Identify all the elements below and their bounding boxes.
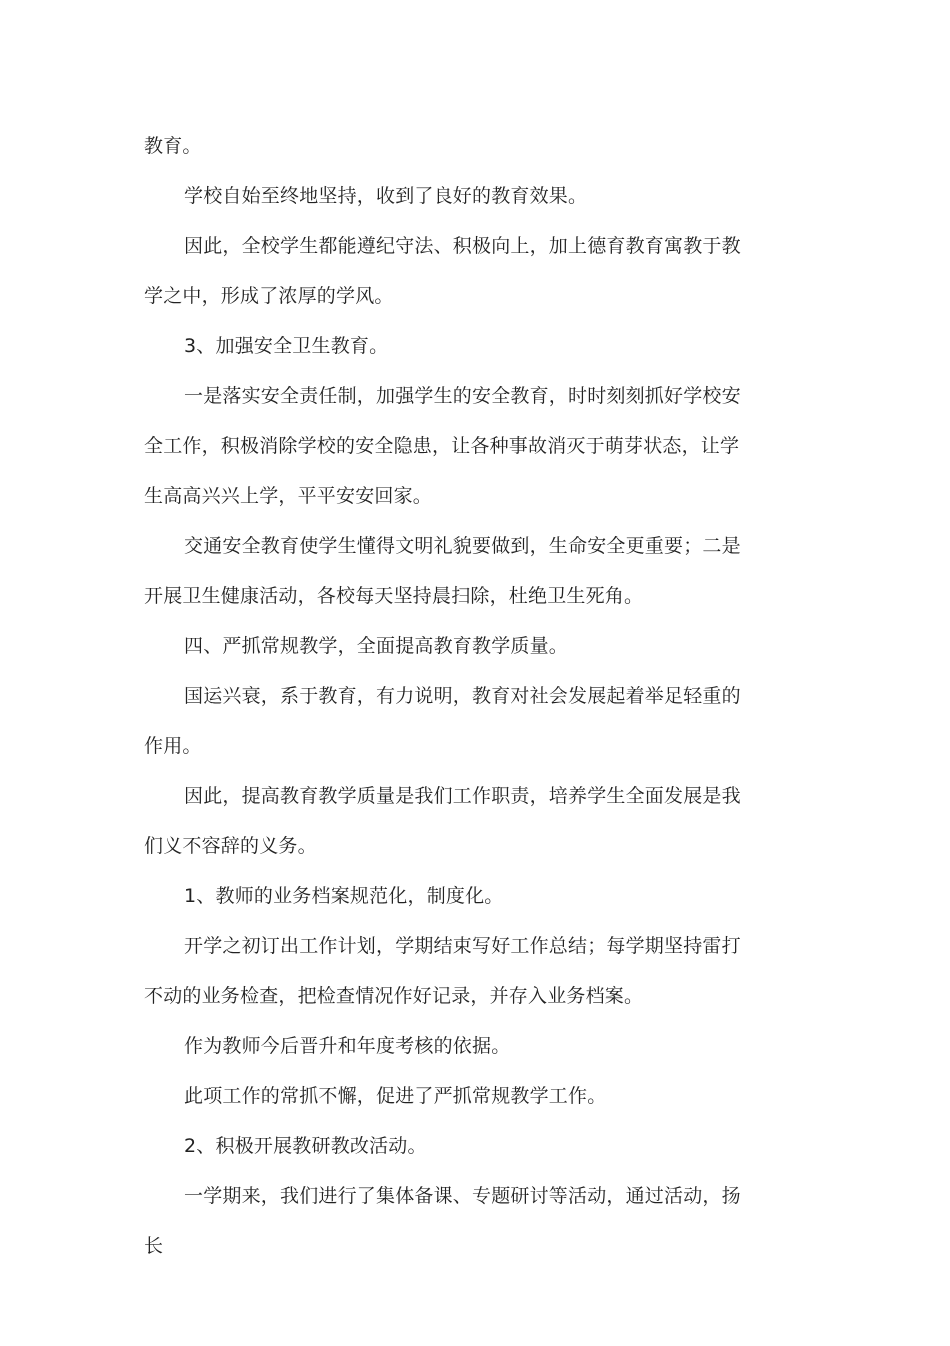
section-heading: 3、加强安全卫生教育。 [184, 335, 389, 357]
paragraph: 国运兴衰，系于教育，有力说明，教育对社会发展起着举足轻重的作用。 [144, 685, 741, 757]
section-heading: 四、严抓常规教学，全面提高教育教学质量。 [184, 635, 569, 657]
document-body [144, 121, 756, 1271]
section-heading: 2、积极开展教研教改活动。 [184, 1135, 427, 1157]
paragraph: 因此，提高教育教学质量是我们工作职责，培养学生全面发展是我们义不容辞的义务。 [144, 785, 741, 857]
paragraph: 开学之初订出工作计划，学期结束写好工作总结；每学期坚持雷打不动的业务检查，把检查情况作好记录，并存入业务档案。 [144, 935, 741, 1007]
paragraph: 此项工作的常抓不懈，促进了严抓常规教学工作。 [184, 1085, 607, 1107]
paragraph: 作为教师今后晋升和年度考核的依据。 [184, 1035, 511, 1057]
paragraph: 交通安全教育使学生懂得文明礼貌要做到，生命安全更重要；二是开展卫生健康活动，各校每天坚持晨扫除，杜绝卫生死角。 [144, 535, 741, 607]
paragraph: 教育。 [144, 135, 202, 157]
paragraph: 因此，全校学生都能遵纪守法、积极向上，加上德育教育寓教于教学之中，形成了浓厚的学风。 [144, 235, 741, 307]
paragraph: 学校自始至终地坚持，收到了良好的教育效果。 [184, 185, 588, 207]
section-heading: 1、教师的业务档案规范化，制度化。 [184, 885, 504, 907]
paragraph: 一学期来，我们进行了集体备课、专题研讨等活动，通过活动，扬长 [144, 1185, 741, 1257]
paragraph: 一是落实安全责任制，加强学生的安全教育，时时刻刻抓好学校安全工作，积极消除学校的安全隐患，让各种事故消灭于萌芽状态，让学生高高兴兴上学，平平安安回家。 [144, 385, 741, 507]
